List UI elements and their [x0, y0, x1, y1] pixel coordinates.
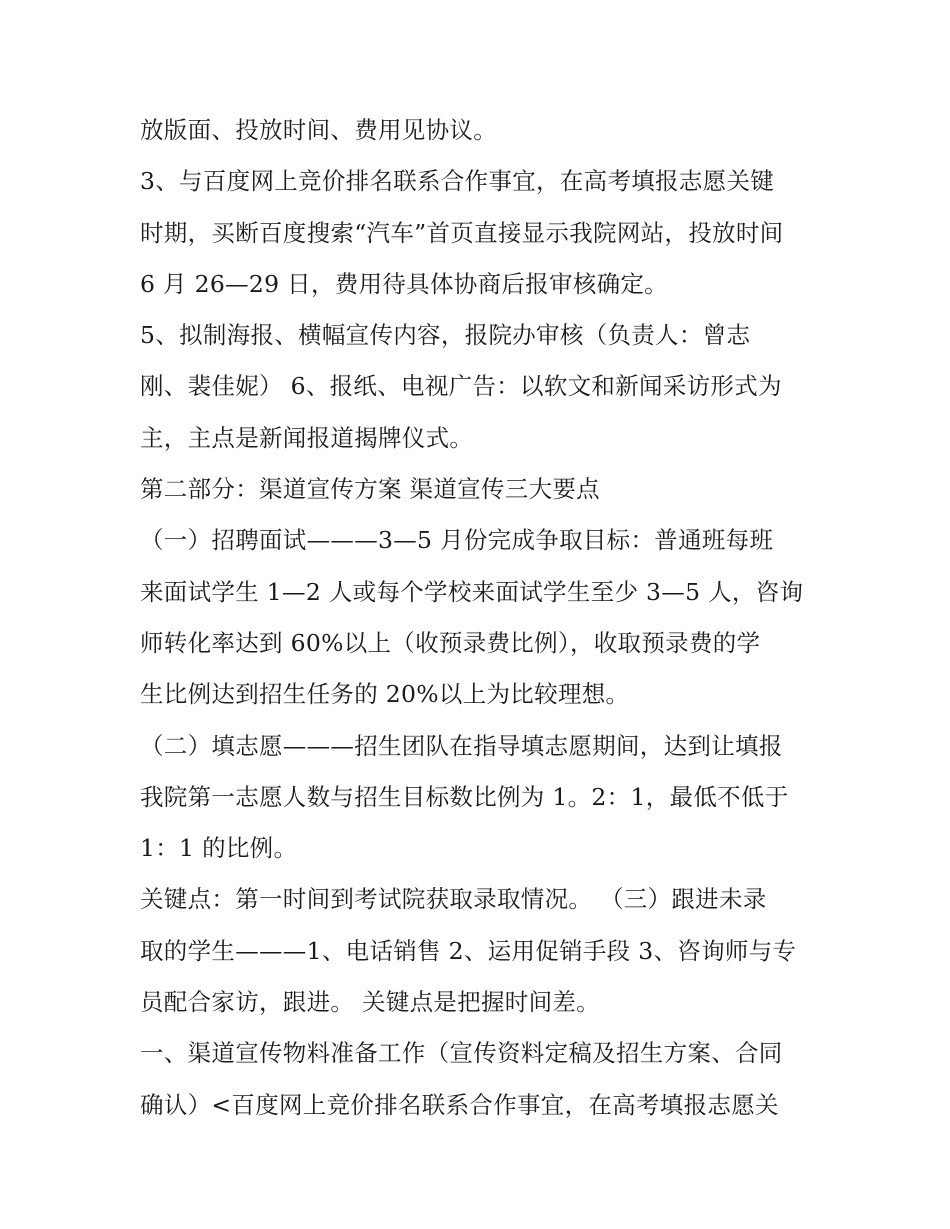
text-line: 3、与百度网上竞价排名联系合作事宜，在高考填报志愿关键: [140, 167, 775, 196]
text-line: 确认）<百度网上竞价排名联系合作事宜，在高考填报志愿关: [140, 1090, 779, 1119]
text-line: 生比例达到招生任务的 20%以上为比较理想。: [140, 680, 630, 709]
text-line: 时期，买断百度搜索“汽车”首页直接显示我院网站，投放时间: [140, 218, 784, 247]
text-line: 员配合家访，跟进。 关键点是把握时间差。: [140, 988, 600, 1017]
text-line: 放版面、投放时间、费用见协议。: [140, 116, 497, 144]
section-heading: 第二部分：渠道宣传方案 渠道宣传三大要点: [140, 475, 600, 504]
text-line: 刚、裴佳妮） 6、报纸、电视广告：以软文和新闻采访形式为: [140, 372, 782, 401]
text-line: 主，主点是新闻报道揭牌仪式。: [140, 423, 474, 452]
document-body: [140, 105, 830, 1131]
text-line: 一、渠道宣传物料准备工作（宣传资料定稿及招生方案、合同: [140, 1039, 783, 1068]
text-line: （二）填志愿———招生团队在指导填志愿期间，达到让填报: [140, 731, 783, 760]
text-line: 师转化率达到 60%以上（收预录费比例），收取预录费的学: [140, 628, 761, 657]
text-line: 关键点：第一时间到考试院获取录取情况。 （三）跟进未录: [140, 885, 767, 914]
text-line: 取的学生———1、电话销售 2、运用促销手段 3、咨询师与专: [140, 936, 797, 965]
text-line: （一）招聘面试———3—5 月份完成争取目标：普通班每班: [140, 526, 774, 555]
text-line: 来面试学生 1—2 人或每个学校来面试学生至少 3—5 人，咨询: [140, 577, 804, 606]
text-line: 6 月 26—29 日，费用待具体协商后报审核确定。: [140, 269, 668, 298]
text-line: 5、拟制海报、横幅宣传内容，报院办审核（负责人：曾志: [140, 321, 751, 350]
text-line: 我院第一志愿人数与招生目标数比例为 1。2：1，最低不低于: [140, 782, 789, 811]
text-line: 1：1 的比例。: [140, 834, 298, 863]
